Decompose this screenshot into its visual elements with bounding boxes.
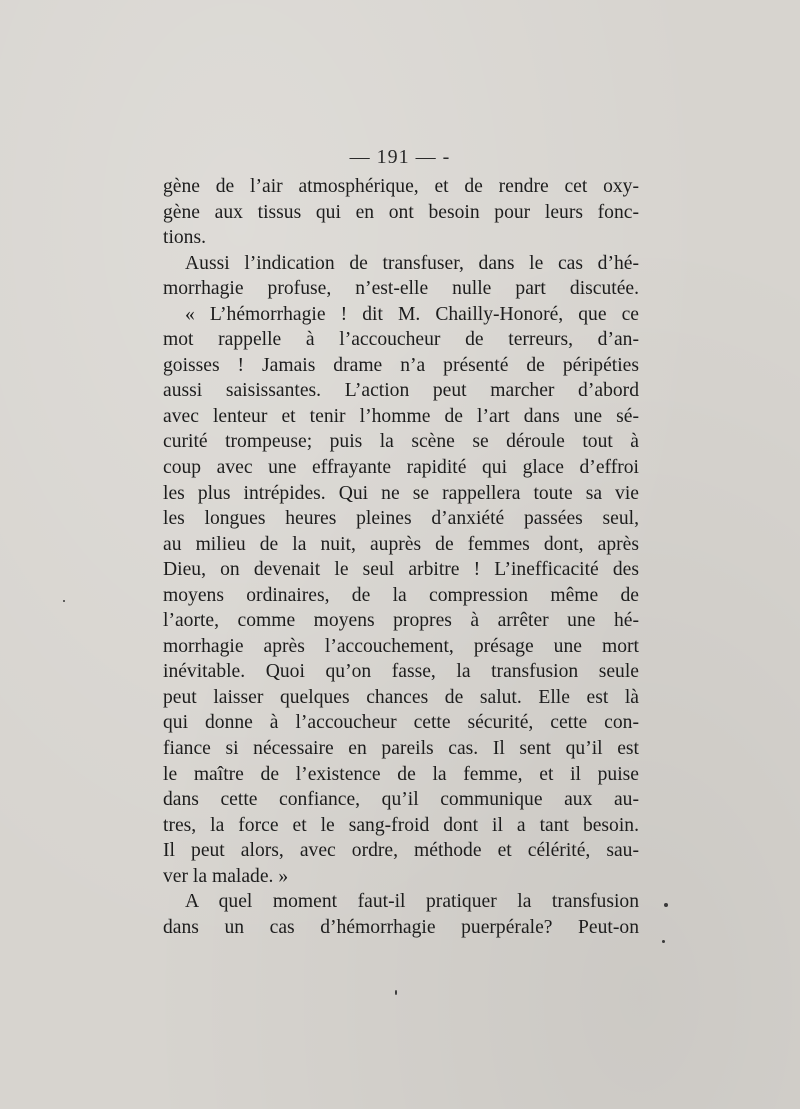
page-number: — 191 — -: [349, 146, 451, 168]
text-line: inévitable. Quoi qu’on fasse, la transfusion seule: [163, 661, 639, 683]
text-line: moyens ordinaires, de la compression même de: [163, 584, 639, 606]
text-line: coup avec une effrayante rapidité qui glace d’effroi: [163, 457, 639, 479]
text-line: « L’hémorrhagie ! dit M. Chailly-Honoré, que ce: [185, 303, 639, 325]
text-line: gène aux tissus qui en ont besoin pour leurs fonc-: [163, 201, 639, 223]
text-line: tres, la force et le sang-froid dont il a tant besoin.: [163, 814, 639, 836]
text-line: curité trompeuse; puis la scène se déroule tout à: [163, 431, 639, 453]
text-line: les longues heures pleines d’anxiété passées seul,: [163, 508, 639, 530]
text-line: goisses ! Jamais drame n’a présenté de péripéties: [163, 354, 639, 376]
text-line: tions.: [163, 227, 207, 249]
text-line: avec lenteur et tenir l’homme de l’art dans une sé-: [163, 405, 639, 427]
text-line: dans cette confiance, qu’il communique aux au-: [163, 789, 639, 811]
text-line: Dieu, on devenait le seul arbitre ! L’inefficacité des: [163, 559, 639, 581]
text-line: Aussi l’indication de transfuser, dans le cas d’hé-: [185, 252, 639, 274]
text-line: fiance si nécessaire en pareils cas. Il sent qu’il est: [163, 738, 639, 760]
text-line: A quel moment faut-il pratiquer la transfusion: [185, 891, 639, 913]
paper-speck: [395, 990, 397, 995]
text-line: mot rappelle à l’accoucheur de terreurs, d’an-: [163, 329, 639, 351]
paper-speck: [63, 600, 65, 602]
text-line: dans un cas d’hémorrhagie puerpérale? Peut-on: [163, 916, 639, 938]
text-line: le maître de l’existence de la femme, et il puise: [163, 763, 639, 785]
text-line: morrhagie après l’accouchement, présage une mort: [163, 635, 639, 657]
text-line: peut laisser quelques chances de salut. Elle est là: [163, 686, 639, 708]
text-line: gène de l’air atmosphérique, et de rendre cet oxy-: [163, 176, 639, 197]
text-line: ver la malade. »: [163, 865, 289, 887]
text-line: Il peut alors, avec ordre, méthode et célérité, sau-: [163, 840, 639, 862]
text-line: les plus intrépides. Qui ne se rappellera toute sa vie: [163, 482, 639, 504]
paper-speck: [664, 903, 668, 907]
text-line: au milieu de la nuit, auprès de femmes dont, après: [163, 533, 639, 555]
text-line: aussi saisissantes. L’action peut marcher d’abord: [163, 380, 639, 402]
text-line: qui donne à l’accoucheur cette sécurité, cette con-: [163, 712, 639, 734]
paper-speck: [662, 940, 665, 943]
text-line: morrhagie profuse, n’est-elle nulle part discutée.: [163, 278, 639, 300]
body-text: [163, 174, 639, 940]
text-line: l’aorte, comme moyens propres à arrêter une hé-: [163, 610, 639, 632]
